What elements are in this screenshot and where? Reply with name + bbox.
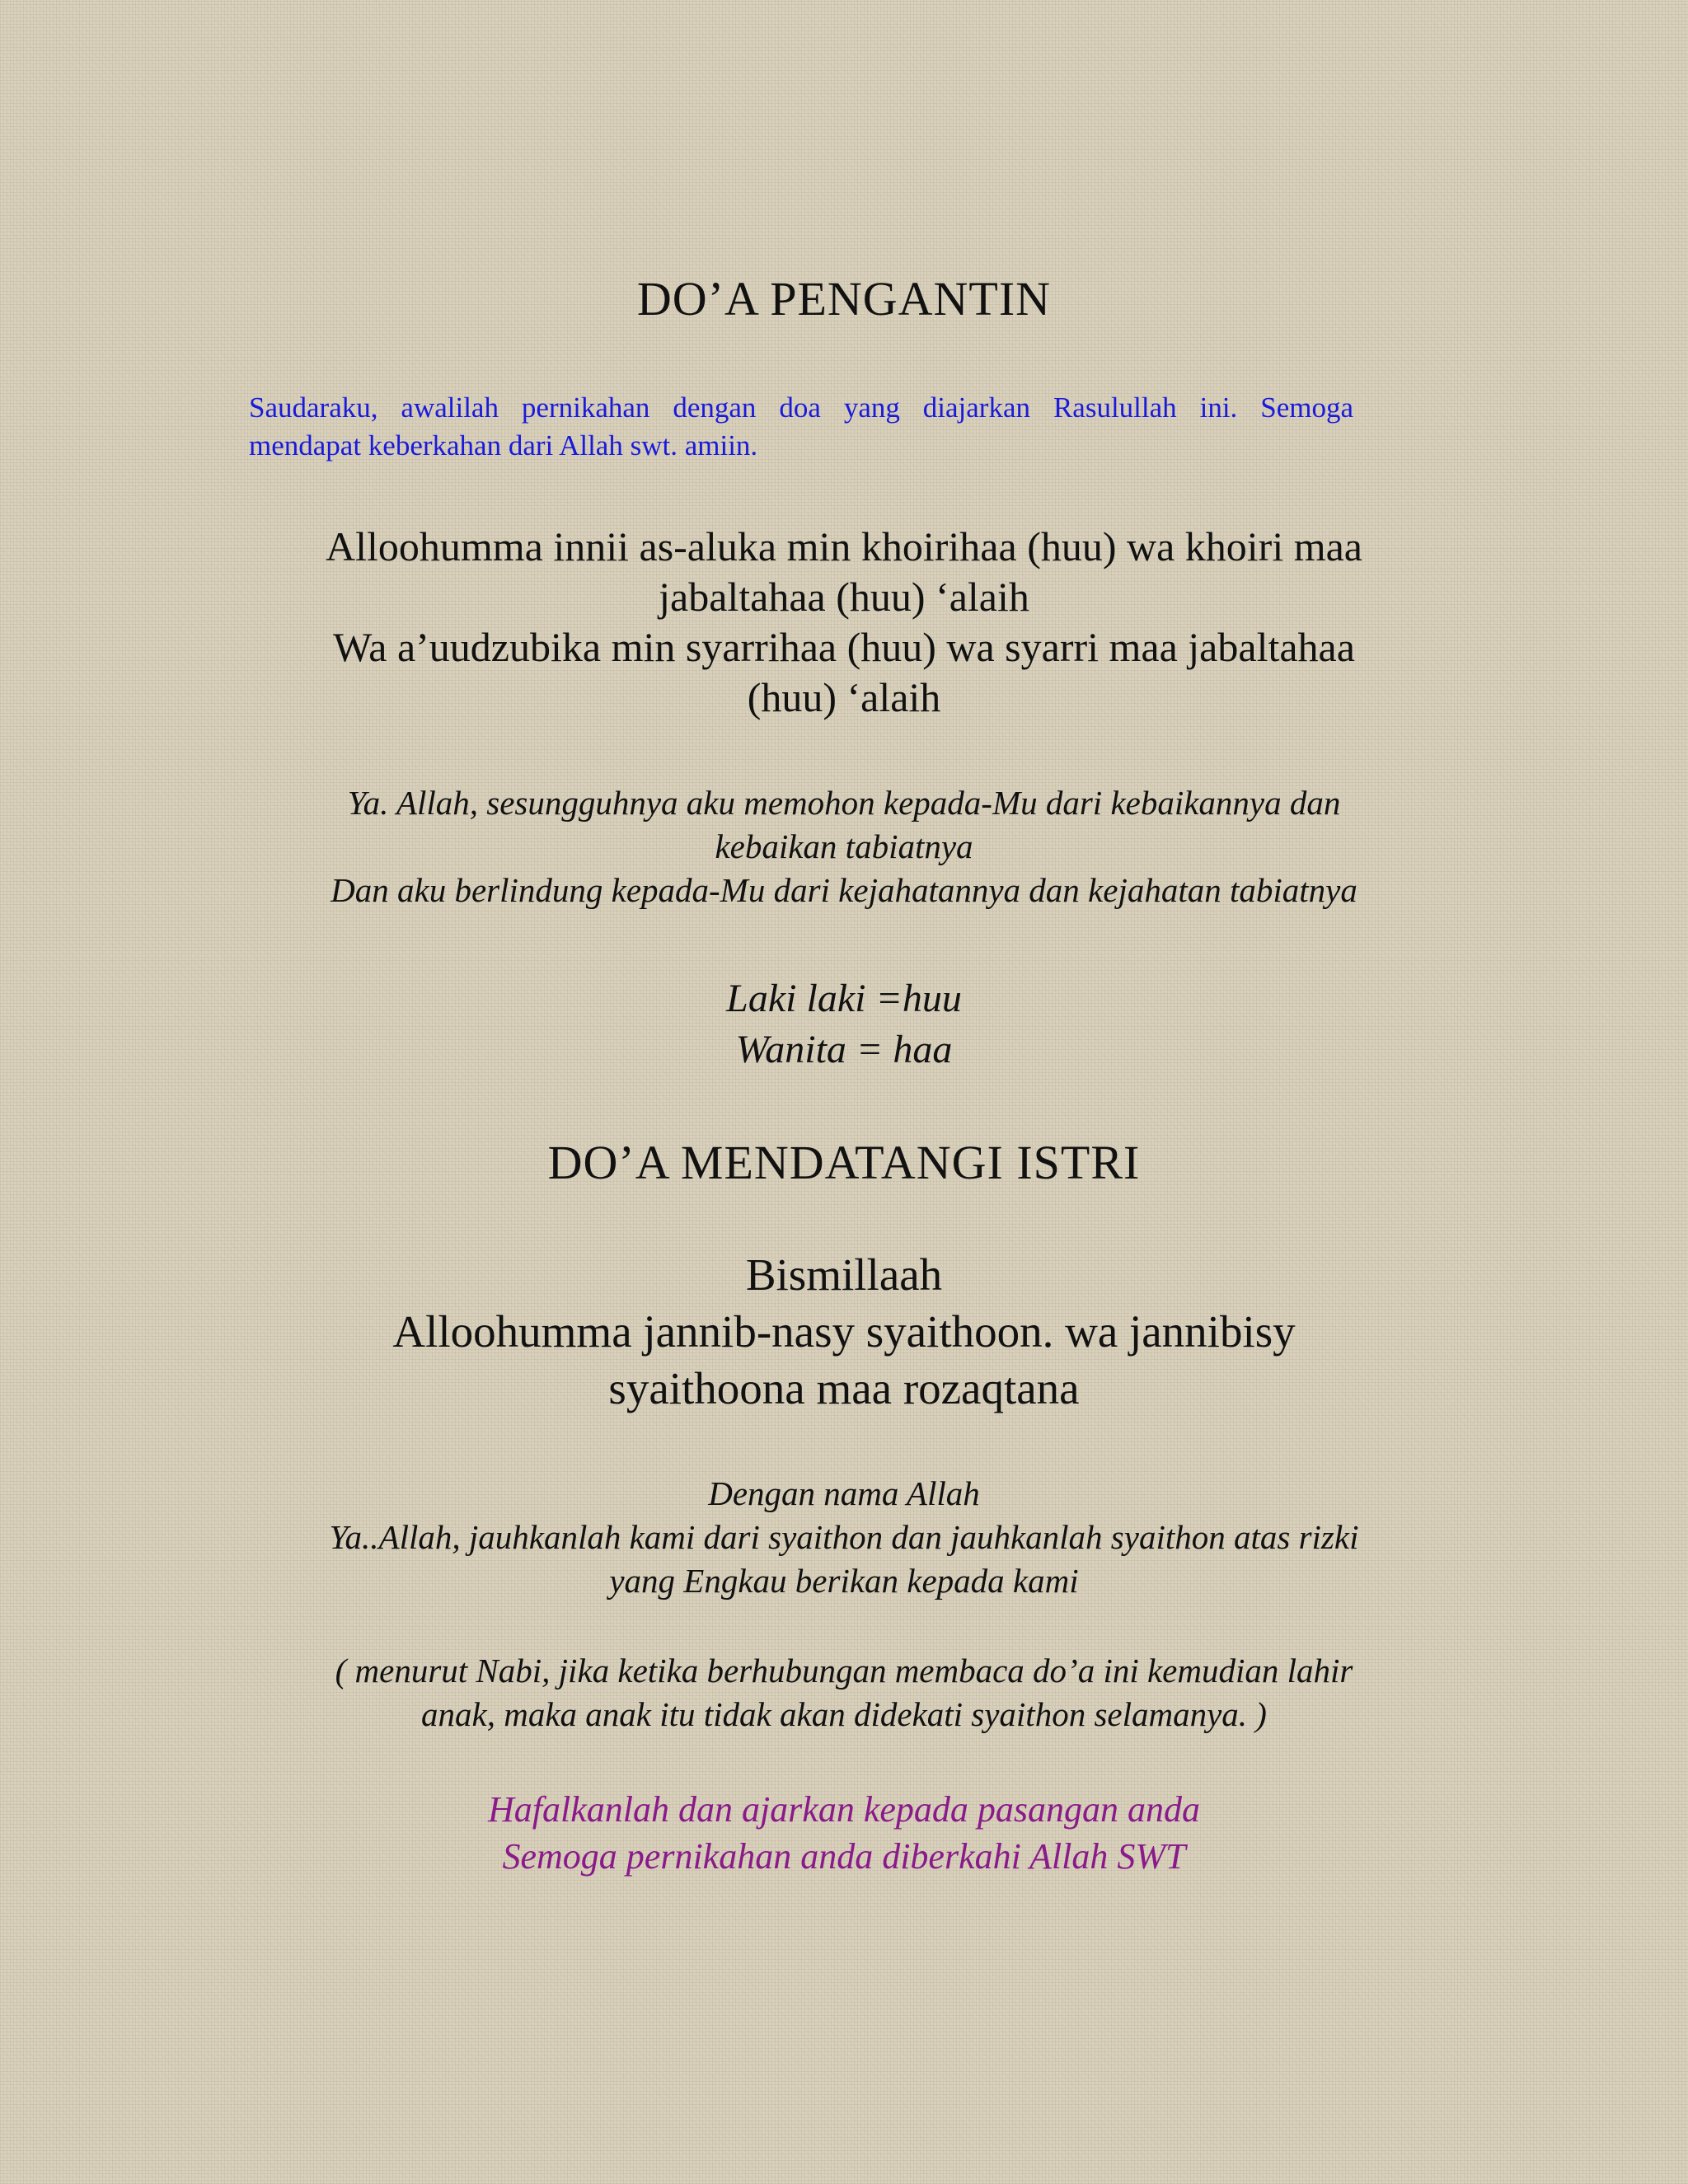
gender-note-line: Wanita = haa xyxy=(735,1028,953,1071)
closing-line: Hafalkanlah dan ajarkan kepada pasangan anda xyxy=(487,1789,1201,1830)
translation-line: yang Engkau berikan kepada kami xyxy=(609,1562,1079,1600)
page-title: DO’A PENGANTIN xyxy=(636,272,1052,326)
closing-message xyxy=(247,1786,1441,1880)
translation-line: Ya. Allah, sesungguhnya aku memohon kepada-Mu dari kebaikannya dan xyxy=(347,784,1341,822)
transliteration-line: Wa a’uudzubika min syarrihaa (huu) wa syarri maa jabaltahaa xyxy=(333,624,1355,670)
translation-line: kebaikan tabiatnya xyxy=(715,827,973,865)
doa-pengantin-arabic-transliteration xyxy=(247,522,1441,723)
doa-istri-arabic-transliteration xyxy=(247,1246,1441,1417)
hadith-note xyxy=(247,1649,1441,1736)
gender-note xyxy=(247,973,1441,1076)
title-doa-pengantin xyxy=(247,272,1441,326)
title-doa-mendatangi-istri xyxy=(247,1136,1441,1190)
doa-istri-translation xyxy=(247,1472,1441,1603)
transliteration-line: syaithoona maa rozaqtana xyxy=(608,1363,1080,1413)
intro-line: mendapat keberkahan dari Allah swt. amiin. xyxy=(249,429,758,462)
hadith-note-line: anak, maka anak itu tidak akan didekati syaithon selamanya. ) xyxy=(421,1695,1267,1733)
hadith-note-line: ( menurut Nabi, jika ketika berhubungan membaca do’a ini kemudian lahir xyxy=(335,1652,1353,1690)
transliteration-line: Alloohumma innii as-aluka min khoirihaa (huu) wa khoiri maa xyxy=(325,523,1363,569)
section-title: DO’A MENDATANGI ISTRI xyxy=(547,1136,1141,1189)
closing-line: Semoga pernikahan anda diberkahi Allah SWT xyxy=(502,1836,1186,1877)
transliteration-line: (huu) ‘alaih xyxy=(747,674,941,720)
translation-line: Dan aku berlindung kepada-Mu dari kejahatannya dan kejahatan tabiatnya xyxy=(331,871,1357,909)
intro-line: Saudaraku, awalilah pernikahan dengan doa yang diajarkan Rasulullah ini. Semoga xyxy=(249,391,1353,424)
gender-note-line: Laki laki =huu xyxy=(726,977,962,1020)
transliteration-line: Bismillaah xyxy=(745,1249,943,1300)
translation-line: Ya..Allah, jauhkanlah kami dari syaithon dan jauhkanlah syaithon atas rizki xyxy=(329,1518,1359,1556)
transliteration-line: jabaltahaa (huu) ‘alaih xyxy=(659,574,1029,620)
intro-paragraph xyxy=(249,389,1353,465)
translation-line: Dengan nama Allah xyxy=(708,1474,980,1512)
doa-pengantin-translation xyxy=(247,781,1441,912)
transliteration-line: Alloohumma jannib-nasy syaithoon. wa jannibisy xyxy=(392,1306,1296,1357)
